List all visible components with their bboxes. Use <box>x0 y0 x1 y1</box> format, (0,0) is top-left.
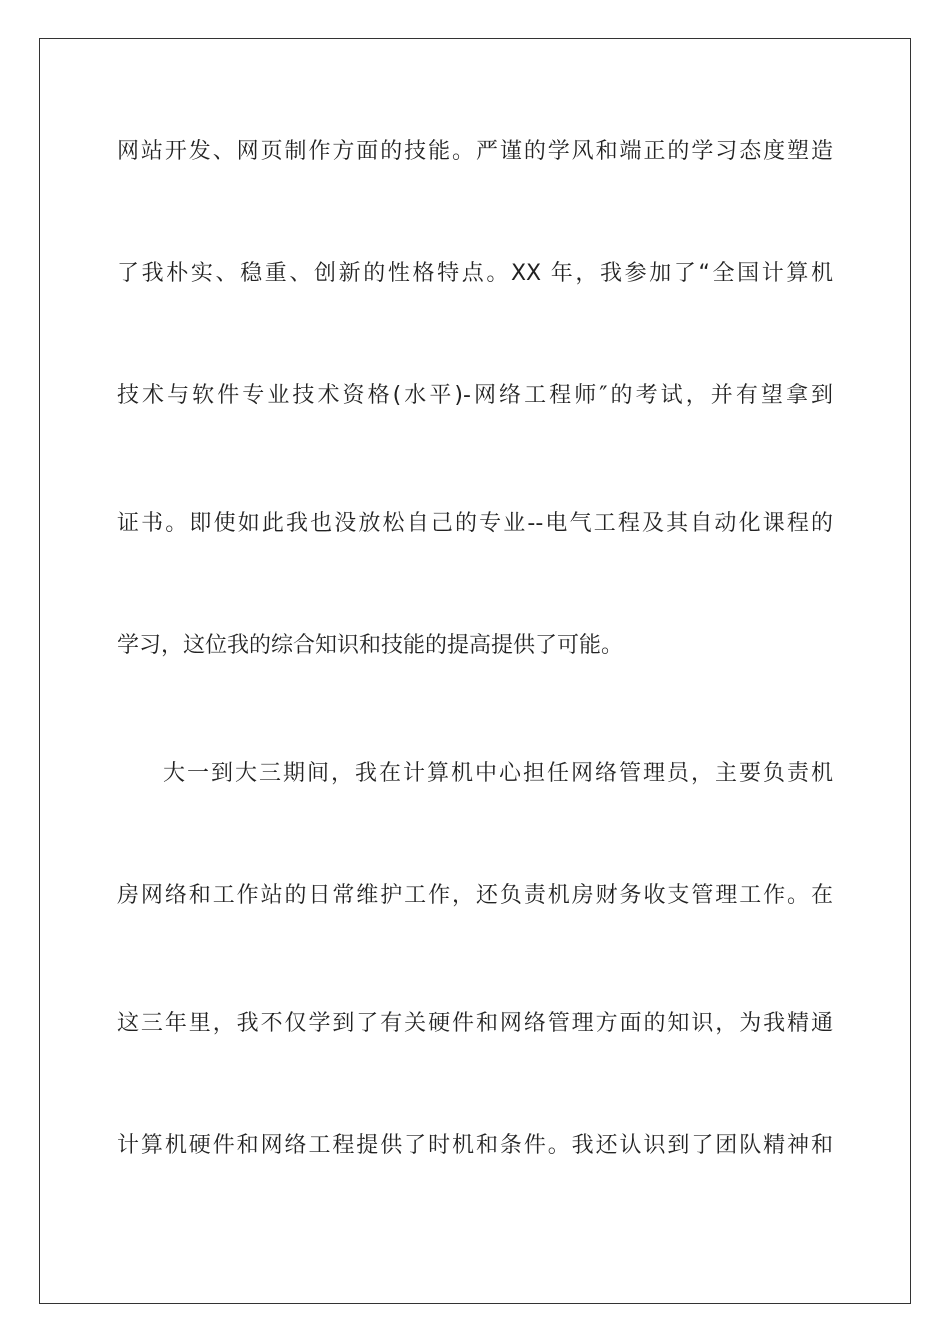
text-line: 证书。即使如此我也没放松自己的专业--电气工程及其自动化课程的 <box>117 511 833 536</box>
text-line: 学习，这位我的综合知识和技能的提高提供了可能。 <box>117 633 624 658</box>
text-line: 计算机硬件和网络工程提供了时机和条件。我还认识到了团队精神和 <box>117 1133 833 1158</box>
text-line: 了我朴实、稳重、创新的性格特点。XX 年，我参加了“全国计算机 <box>117 261 833 286</box>
page-border <box>39 38 911 1304</box>
text-line: 房网络和工作站的日常维护工作，还负责机房财务收支管理工作。在 <box>117 883 833 908</box>
text-line: 技术与软件专业技术资格(水平)-网络工程师″的考试，并有望拿到 <box>117 383 833 408</box>
text-line: 这三年里，我不仅学到了有关硬件和网络管理方面的知识，为我精通 <box>117 1011 833 1036</box>
paragraph-first-line: 大一到大三期间，我在计算机中心担任网络管理员，主要负责机 <box>163 761 833 786</box>
text-line: 网站开发、网页制作方面的技能。严谨的学风和端正的学习态度塑造 <box>117 139 833 164</box>
